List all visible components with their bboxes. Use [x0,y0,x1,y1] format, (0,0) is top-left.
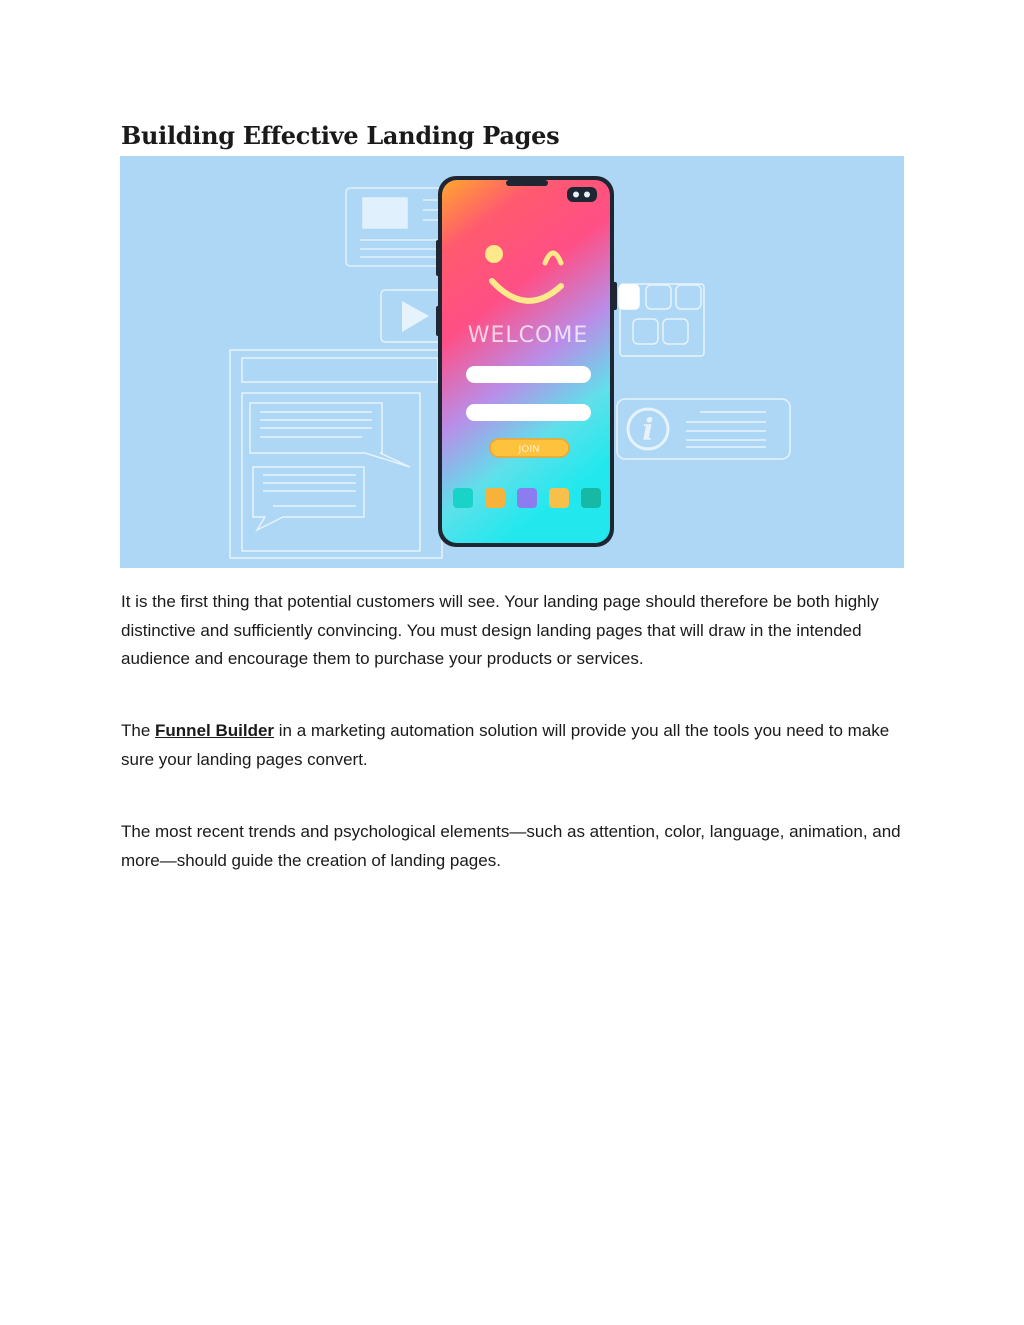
decor-card-top-left [346,188,446,266]
decor-window-left [230,350,442,558]
username-field-illustration [466,366,591,383]
decor-app-grid [619,284,704,356]
decor-video-box [381,290,445,342]
funnel-builder-paragraph [121,717,911,774]
intro-paragraph: It is the first thing that potential customers will see. Your landing page should therefore be both highly distinctive and sufficiently convincing. You must design landing pages that will draw in the intended audience and encourage them to purchase your products or services. [121,592,879,668]
dock-app-icon [517,488,537,508]
hero-illustration [120,156,904,568]
dock-app-icon [485,488,505,508]
welcome-text: WELCOME [467,323,589,348]
phone-illustration [436,176,617,547]
page-title: Building Effective Landing Pages [121,121,560,150]
dock-app-icon [549,488,569,508]
join-label: JOIN [518,444,540,455]
info-icon: i [642,413,654,448]
dock-app-icon [453,488,473,508]
paragraph-suffix: in a marketing automation solution will provide you all the tools you need to make sure your landing pages convert. [121,721,890,769]
trends-paragraph: The most recent trends and psychological elements—such as attention, color, language, animation, and more—should guide the creation of landing pages. [121,822,901,870]
funnel-builder-link[interactable]: Funnel Builder [155,721,275,740]
paragraph-prefix: The [121,721,156,740]
password-field-illustration [466,404,591,421]
dock-app-icon [581,488,601,508]
